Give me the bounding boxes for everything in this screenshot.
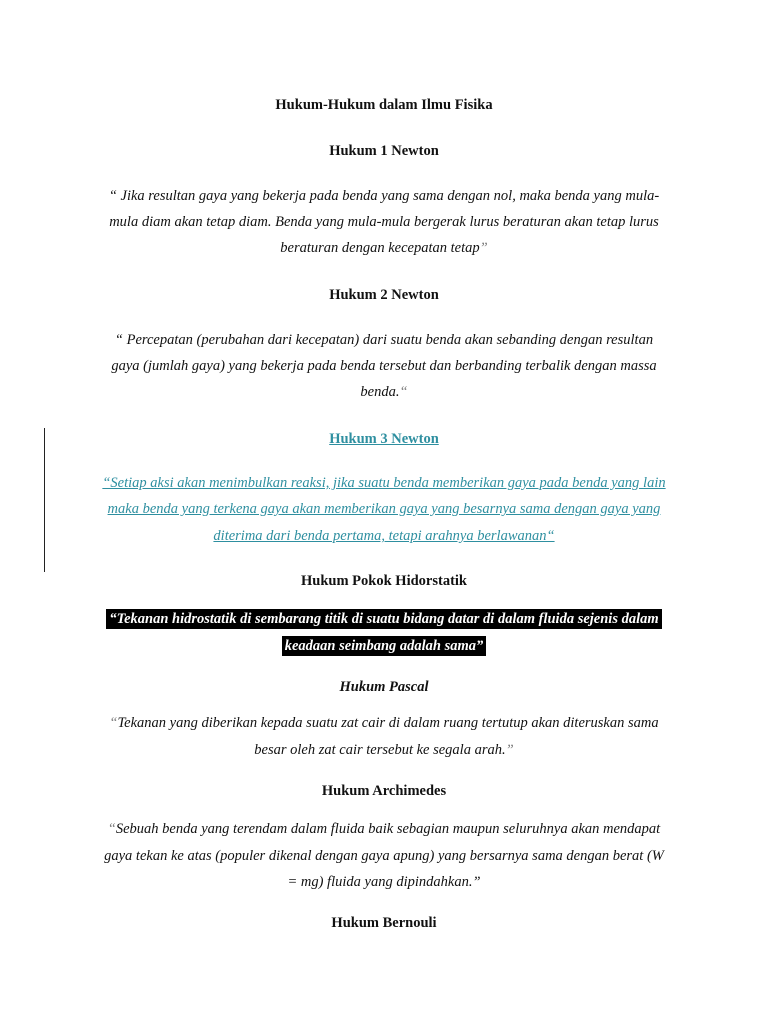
section-heading-pascal: Hukum Pascal [339,679,429,695]
quote-line [60,872,708,892]
close-quote-mark: ” [505,742,514,758]
quote-text: diterima dari benda pertama, tetapi arahnya berlawanan [213,528,547,544]
quote-line: maka benda yang terkena gaya akan memberikan gaya yang besarnya sama dengan gaya yang [107,501,661,517]
quote-line [60,238,708,258]
section-heading-newton-3: Hukum 3 Newton [329,431,439,447]
quote-line [60,740,708,760]
open-quote-mark: “ [109,715,118,731]
section-heading-bernouli: Hukum Bernouli [331,915,437,931]
highlighted-quote-line [60,636,708,656]
quote-text: = mg) fluida yang dipindahkan. [287,874,473,890]
close-quote-mark: “ [546,528,555,544]
quote-line: “ Percepatan (perubahan dari kecepatan) dari suatu benda akan sebanding dengan resultan [114,332,654,348]
quote-line: gaya (jumlah gaya) yang bekerja pada benda tersebut dan berbanding terbalik dengan massa [111,358,657,374]
quote-text: Tekanan yang diberikan kepada suatu zat cair di dalam ruang tertutup akan diteruskan sama [117,715,659,731]
document-title: Hukum-Hukum dalam Ilmu Fisika [275,97,493,113]
highlighted-quote-text: “Tekanan hidrostatik di sembarang titik di suatu bidang datar di dalam fluida sejenis dalam [106,609,661,629]
highlighted-quote-text: keadaan seimbang adalah sama” [282,636,487,656]
quote-line [60,819,708,839]
quote-line: gaya tekan ke atas (populer dikenal dengan gaya apung) yang bersarnya sama dengan berat (W [104,848,664,864]
quote-line [60,382,708,402]
quote-line: mula diam akan tetap diam. Benda yang mula-mula bergerak lurus beraturan akan tetap lurus [109,214,659,230]
quote-text: beraturan dengan kecepatan tetap [280,240,480,256]
quote-line: “Setiap aksi akan menimbulkan reaksi, jika suatu benda memberikan gaya pada benda yang lain [102,475,666,491]
revision-change-bar [44,428,45,572]
section-heading-newton-1: Hukum 1 Newton [329,143,439,159]
section-heading-newton-2: Hukum 2 Newton [329,287,439,303]
quote-line: “ Jika resultan gaya yang bekerja pada benda yang sama dengan nol, maka benda yang mula- [108,188,660,204]
close-quote-mark: “ [399,384,408,400]
close-quote-mark: ” [479,240,488,256]
quote-line [60,713,708,733]
open-quote-mark: “ [107,821,116,837]
section-heading-hidrostatik: Hukum Pokok Hidorstatik [301,573,467,589]
highlighted-quote-line [60,609,708,629]
quote-line [60,526,708,546]
section-heading-archimedes: Hukum Archimedes [321,783,447,799]
quote-text: Sebuah benda yang terendam dalam fluida baik sebagian maupun seluruhnya akan mendapat [115,821,661,837]
close-quote-mark: ” [472,874,481,890]
quote-text: besar oleh zat cair tersebut ke segala arah. [254,742,506,758]
quote-text: benda. [360,384,400,400]
